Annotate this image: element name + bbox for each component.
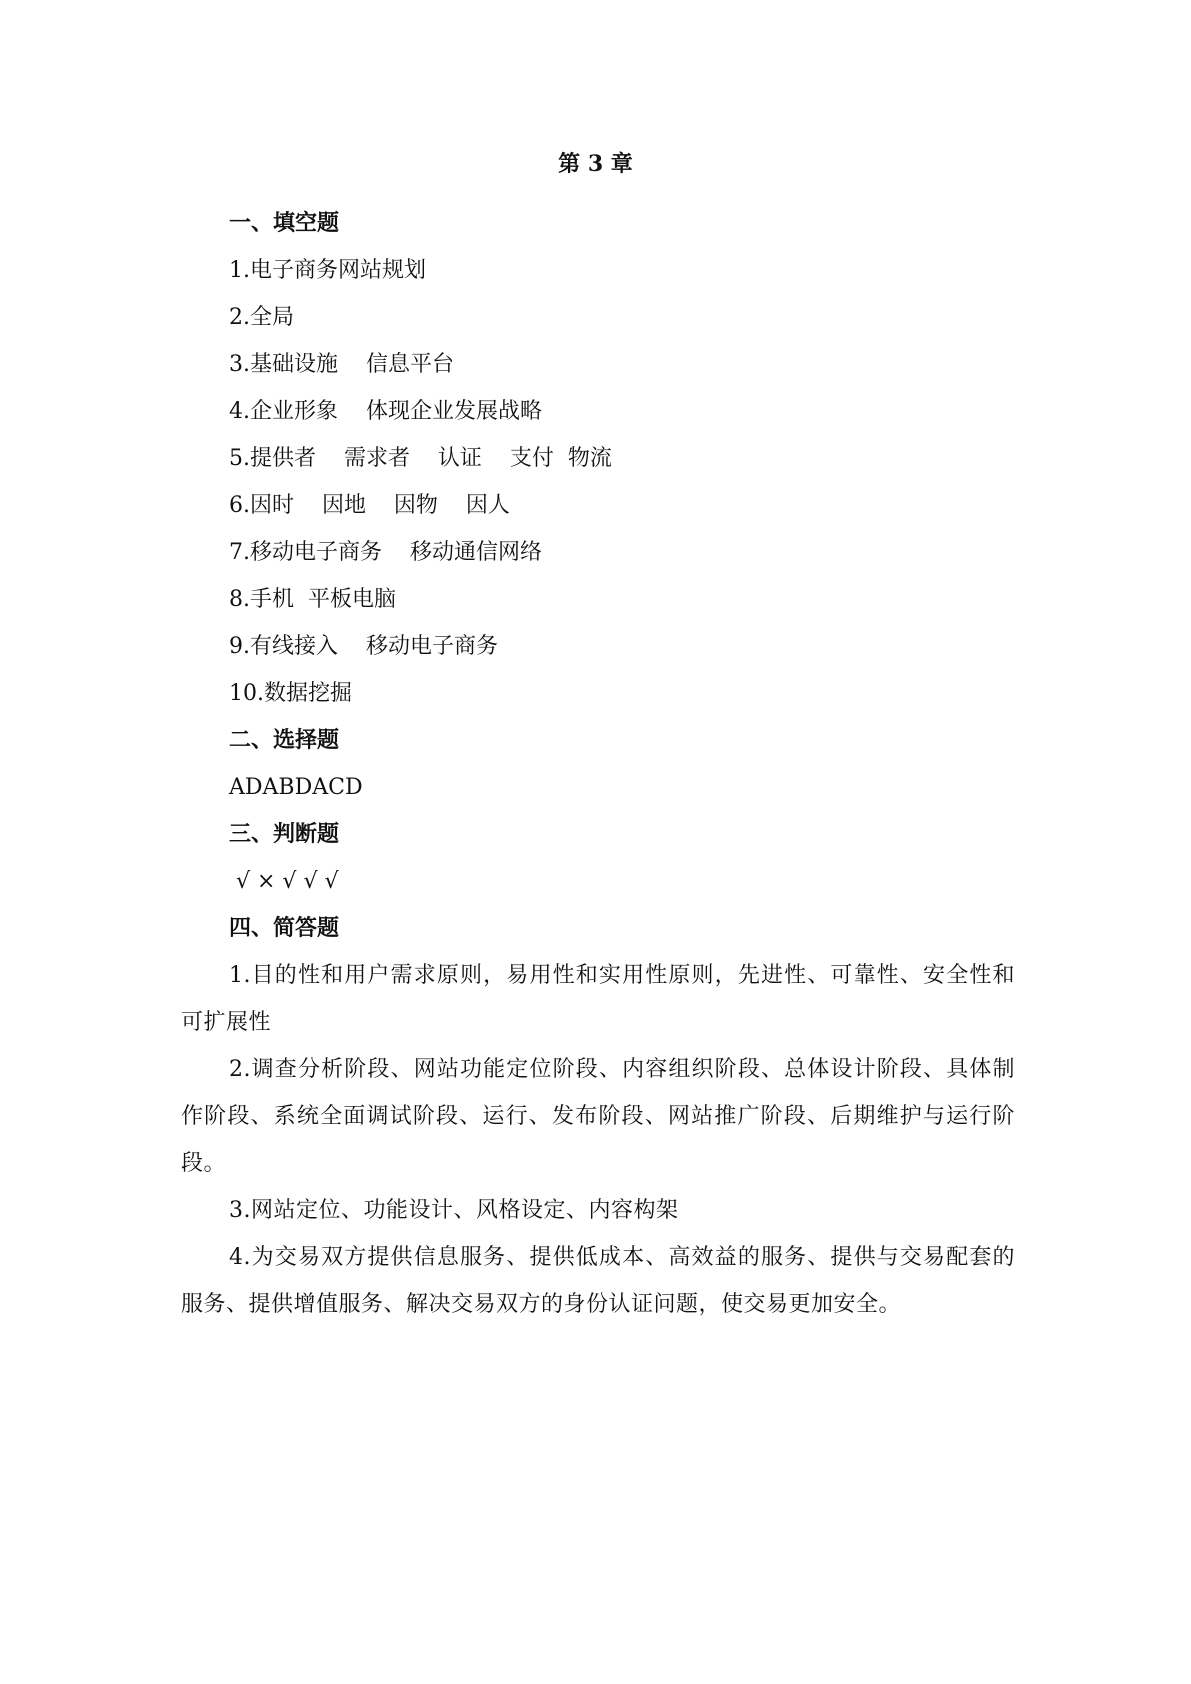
short-answer-item-4: 4.为交易双方提供信息服务、提供低成本、高效益的服务、提供与交易配套的服务、提供增值服务、解决交易双方的身份认证问题，使交易更加安全。 — [181, 1245, 1015, 1317]
choice-answer: ADABDACD — [229, 775, 363, 800]
section-heading-true-false: 三、判断题 — [229, 821, 340, 847]
fill-blank-item-2: 2.全局 — [229, 305, 294, 330]
short-answer-item-3: 3.网站定位、功能设计、风格设定、内容构架 — [229, 1198, 679, 1223]
fill-blank-item-1: 1.电子商务网站规划 — [229, 258, 426, 283]
section-heading-short-answer: 四、简答题 — [229, 915, 340, 941]
fill-blank-item-8: 8.手机 平板电脑 — [229, 587, 396, 612]
true-false-answer: √ × √ √ √ — [229, 869, 339, 894]
short-answer-item-2: 2.调查分析阶段、网站功能定位阶段、内容组织阶段、总体设计阶段、具体制作阶段、系统全面调试阶段、运行、发布阶段、网站推广阶段、后期维护与运行阶段。 — [181, 1057, 1015, 1176]
fill-blank-item-3: 3.基础设施 信息平台 — [229, 352, 454, 377]
fill-blank-item-4: 4.企业形象 体现企业发展战略 — [229, 399, 542, 424]
fill-blank-item-5: 5.提供者 需求者 认证 支付 物流 — [229, 446, 612, 471]
fill-blank-item-6: 6.因时 因地 因物 因人 — [229, 493, 510, 518]
section-heading-fill-blank: 一、填空题 — [229, 210, 340, 236]
fill-blank-item-7: 7.移动电子商务 移动通信网络 — [229, 540, 542, 565]
chapter-title: 第 3 章 — [558, 151, 633, 177]
answer-content — [181, 200, 1015, 1328]
short-answer-item-1: 1.目的性和用户需求原则，易用性和实用性原则，先进性、可靠性、安全性和可扩展性 — [181, 963, 1015, 1035]
fill-blank-item-10: 10.数据挖掘 — [229, 681, 352, 706]
section-heading-choice: 二、选择题 — [229, 727, 340, 753]
fill-blank-item-9: 9.有线接入 移动电子商务 — [229, 634, 498, 659]
